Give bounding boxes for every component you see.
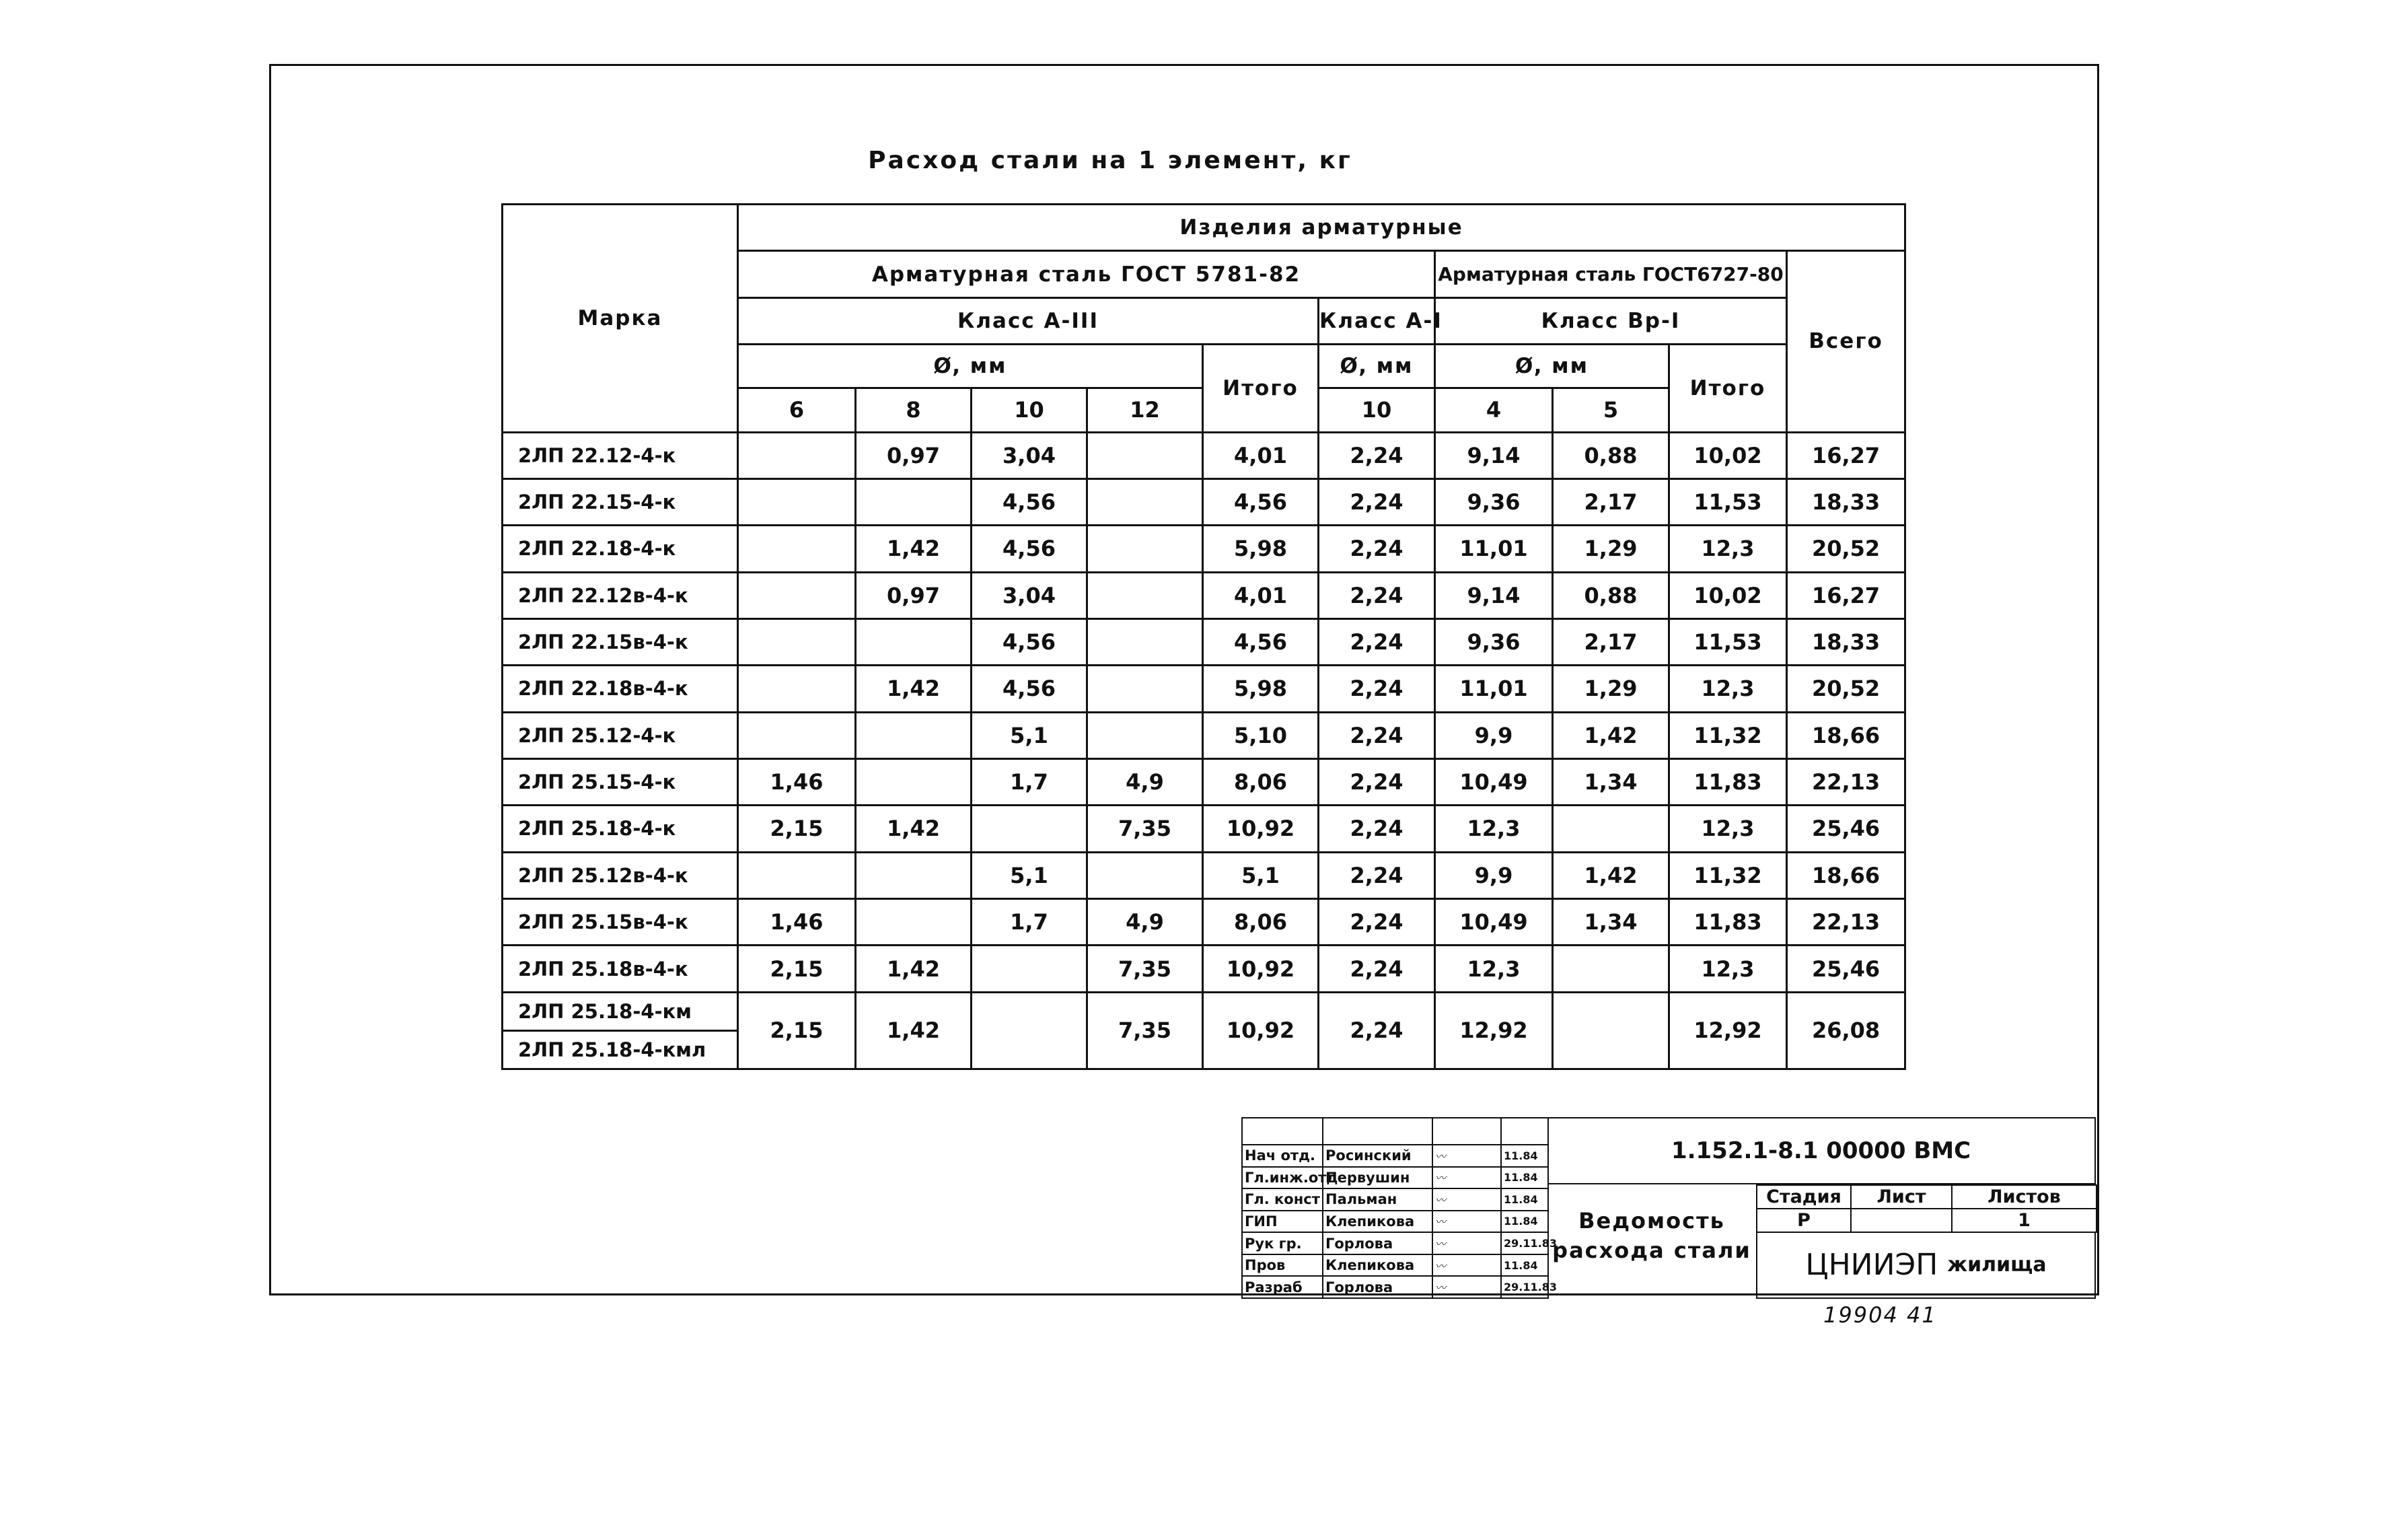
cell-c5: 1,34 [1553, 758, 1669, 805]
signature-name: Горлова [1323, 1276, 1432, 1298]
cell-a1: 2,24 [1319, 946, 1435, 992]
cell-c5: 1,29 [1553, 526, 1669, 572]
cell-c4: 10,49 [1435, 758, 1553, 805]
cell-it1: 4,56 [1203, 618, 1319, 665]
cell-c10: 3,04 [972, 572, 1087, 618]
row-mark: 2ЛП 22.15в-4-к [503, 618, 738, 665]
row-mark: 2ЛП 25.18-4-кмл [503, 1030, 738, 1069]
steel-consumption-table [501, 203, 1906, 1070]
row-mark: 2ЛП 25.12-4-к [503, 712, 738, 758]
cell-c12: 7,35 [1087, 992, 1203, 1069]
sheets-value: 1 [1952, 1209, 2096, 1232]
row-mark: 2ЛП 22.18в-4-к [503, 666, 738, 712]
row-mark: 2ЛП 22.12в-4-к [503, 572, 738, 618]
cell-tot: 16,27 [1787, 432, 1905, 478]
cell-c12: 4,9 [1087, 758, 1203, 805]
cell-c5 [1553, 992, 1669, 1069]
signature-row [1242, 1167, 1548, 1189]
table-row [503, 852, 1905, 898]
cell-c6: 2,15 [738, 992, 856, 1069]
title-block [1241, 1117, 2096, 1299]
table-row [503, 618, 1905, 665]
cell-c5: 1,34 [1553, 899, 1669, 946]
row-mark: 2ЛП 22.12-4-к [503, 432, 738, 478]
cell-c10 [972, 806, 1087, 852]
cell-c8: 1,42 [856, 806, 972, 852]
cell-c8 [856, 618, 972, 665]
cell-it1: 8,06 [1203, 758, 1319, 805]
cell-it1: 5,98 [1203, 526, 1319, 572]
cell-tot: 26,08 [1787, 992, 1905, 1069]
table-row [503, 899, 1905, 946]
cell-it1: 5,98 [1203, 666, 1319, 712]
signature-role: Рук гр. [1242, 1232, 1323, 1254]
header-d10: 10 [972, 388, 1087, 432]
row-mark: 2ЛП 25.15в-4-к [503, 899, 738, 946]
cell-it2: 12,92 [1669, 992, 1787, 1069]
signature-role: Гл.инж.отд [1242, 1167, 1323, 1189]
cell-tot: 25,46 [1787, 806, 1905, 852]
cell-a1: 2,24 [1319, 666, 1435, 712]
signature-role: Гл. конст [1242, 1188, 1323, 1211]
table-row [503, 666, 1905, 712]
cell-c10: 4,56 [972, 618, 1087, 665]
row-mark: 2ЛП 22.18-4-к [503, 526, 738, 572]
sheet-value [1851, 1209, 1952, 1232]
cell-c8: 1,42 [856, 666, 972, 712]
header-class-a3: Класс А-III [738, 297, 1319, 344]
cell-c12 [1087, 478, 1203, 525]
cell-c6 [738, 852, 856, 898]
cell-it2: 10,02 [1669, 432, 1787, 478]
signature-date: 11.84 [1501, 1167, 1548, 1189]
cell-c4: 9,36 [1435, 478, 1553, 525]
cell-c5: 0,88 [1553, 572, 1669, 618]
cell-c6 [738, 712, 856, 758]
cell-c12 [1087, 432, 1203, 478]
signature-row [1242, 1211, 1548, 1233]
cell-it2: 12,3 [1669, 666, 1787, 712]
signature-sig: 〰 [1432, 1254, 1501, 1277]
table-row [503, 712, 1905, 758]
cell-a1: 2,24 [1319, 712, 1435, 758]
cell-c6: 2,15 [738, 946, 856, 992]
header-subtotal-1: Итого [1203, 345, 1319, 433]
cell-c12: 7,35 [1087, 946, 1203, 992]
cell-c12 [1087, 852, 1203, 898]
stage-value: Р [1757, 1209, 1851, 1232]
table-row [503, 478, 1905, 525]
cell-tot: 20,52 [1787, 526, 1905, 572]
cell-a1: 2,24 [1319, 572, 1435, 618]
header-d6: 6 [738, 388, 856, 432]
header-izdelia: Изделия арматурные [738, 205, 1905, 251]
table-row [503, 526, 1905, 572]
cell-tot: 22,13 [1787, 899, 1905, 946]
table-row [503, 432, 1905, 478]
cell-c10: 5,1 [972, 712, 1087, 758]
row-mark: 2ЛП 25.18в-4-к [503, 946, 738, 992]
signature-date: 11.84 [1501, 1254, 1548, 1277]
cell-a1: 2,24 [1319, 758, 1435, 805]
cell-a1: 2,24 [1319, 432, 1435, 478]
cell-c12 [1087, 618, 1203, 665]
document-name: Ведомость расхода стали [1552, 1208, 1751, 1263]
cell-tot: 16,27 [1787, 572, 1905, 618]
cell-tot: 18,66 [1787, 712, 1905, 758]
header-diameter: Ø, мм [738, 345, 1203, 388]
header-diameter: Ø, мм [1435, 345, 1669, 388]
document-code: 1.152.1-8.1 00000 ВМС [1547, 1117, 2096, 1184]
table-row [503, 946, 1905, 992]
cell-c10 [972, 946, 1087, 992]
cell-c5: 0,88 [1553, 432, 1669, 478]
signature-row [1242, 1145, 1548, 1167]
cell-c6: 1,46 [738, 758, 856, 805]
cell-c8 [856, 758, 972, 805]
cell-it1: 8,06 [1203, 899, 1319, 946]
cell-c5 [1553, 806, 1669, 852]
cell-a1: 2,24 [1319, 478, 1435, 525]
header-d12: 12 [1087, 388, 1203, 432]
header-d10-a1: 10 [1319, 388, 1435, 432]
header-d4: 4 [1435, 388, 1553, 432]
cell-c8: 1,42 [856, 946, 972, 992]
row-mark: 2ЛП 22.15-4-к [503, 478, 738, 525]
signature-name: Клепикова [1323, 1254, 1432, 1277]
cell-c6 [738, 526, 856, 572]
cell-tot: 20,52 [1787, 666, 1905, 712]
header-subtotal-2: Итого [1669, 345, 1787, 433]
cell-c10: 4,56 [972, 666, 1087, 712]
cell-c4: 12,92 [1435, 992, 1553, 1069]
cell-c10: 4,56 [972, 478, 1087, 525]
signature-row [1242, 1276, 1548, 1298]
cell-it1: 4,01 [1203, 432, 1319, 478]
header-diameter: Ø, мм [1319, 345, 1435, 388]
inventory-number: 19904 41 [1823, 1302, 1937, 1328]
cell-it2: 12,3 [1669, 526, 1787, 572]
cell-it1: 10,92 [1203, 806, 1319, 852]
cell-tot: 25,46 [1787, 946, 1905, 992]
signature-role: ГИП [1242, 1211, 1323, 1233]
signature-sig: 〰 [1432, 1167, 1501, 1189]
cell-c5: 2,17 [1553, 478, 1669, 525]
cell-c12: 7,35 [1087, 806, 1203, 852]
cell-a1: 2,24 [1319, 806, 1435, 852]
cell-c10: 3,04 [972, 432, 1087, 478]
cell-a1: 2,24 [1319, 618, 1435, 665]
cell-it2: 11,32 [1669, 852, 1787, 898]
signature-sig: 〰 [1432, 1145, 1501, 1167]
cell-it2: 11,83 [1669, 899, 1787, 946]
cell-c4: 9,9 [1435, 712, 1553, 758]
cell-c6: 2,15 [738, 806, 856, 852]
cell-it2: 11,53 [1669, 618, 1787, 665]
cell-c10: 4,56 [972, 526, 1087, 572]
table-title: Расход стали на 1 элемент, кг [868, 147, 1352, 174]
cell-tot: 18,33 [1787, 618, 1905, 665]
cell-c4: 12,3 [1435, 806, 1553, 852]
signature-table [1241, 1117, 1557, 1299]
header-d8: 8 [856, 388, 972, 432]
cell-c4: 10,49 [1435, 899, 1553, 946]
cell-c12: 4,9 [1087, 899, 1203, 946]
cell-it1: 10,92 [1203, 946, 1319, 992]
cell-c4: 9,14 [1435, 572, 1553, 618]
cell-c5 [1553, 946, 1669, 992]
cell-c6: 1,46 [738, 899, 856, 946]
signature-row [1242, 1232, 1548, 1254]
cell-c10: 1,7 [972, 758, 1087, 805]
signature-role: Нач отд. [1242, 1145, 1323, 1167]
signature-date: 11.84 [1501, 1145, 1548, 1167]
cell-c5: 2,17 [1553, 618, 1669, 665]
cell-c8 [856, 852, 972, 898]
header-total: Всего [1787, 251, 1905, 432]
cell-c8: 1,42 [856, 526, 972, 572]
signature-date: 11.84 [1501, 1211, 1548, 1233]
cell-c12 [1087, 526, 1203, 572]
signature-name: Росинский [1323, 1145, 1432, 1167]
cell-c10: 5,1 [972, 852, 1087, 898]
signature-date: 29.11.83 [1501, 1232, 1548, 1254]
cell-c12 [1087, 666, 1203, 712]
table-row [503, 806, 1905, 852]
cell-it1: 10,92 [1203, 992, 1319, 1069]
cell-c6 [738, 478, 856, 525]
cell-it1: 5,10 [1203, 712, 1319, 758]
cell-it2: 10,02 [1669, 572, 1787, 618]
signature-row [1242, 1188, 1548, 1211]
table-row [503, 758, 1905, 805]
cell-c6 [738, 432, 856, 478]
table-row [503, 992, 1905, 1030]
cell-a1: 2,24 [1319, 852, 1435, 898]
cell-c12 [1087, 572, 1203, 618]
header-d5: 5 [1553, 388, 1669, 432]
cell-it2: 11,53 [1669, 478, 1787, 525]
signature-role: Разраб [1242, 1276, 1323, 1298]
cell-c12 [1087, 712, 1203, 758]
cell-c5: 1,42 [1553, 712, 1669, 758]
signature-name: Клепикова [1323, 1211, 1432, 1233]
cell-c4: 11,01 [1435, 526, 1553, 572]
cell-it2: 11,83 [1669, 758, 1787, 805]
signature-name: Горлова [1323, 1232, 1432, 1254]
cell-c8: 0,97 [856, 572, 972, 618]
signature-sig: 〰 [1432, 1232, 1501, 1254]
cell-tot: 18,66 [1787, 852, 1905, 898]
cell-a1: 2,24 [1319, 899, 1435, 946]
cell-c8: 1,42 [856, 992, 972, 1069]
stage-sheet-table: Стадия Лист Листов Р 1 [1756, 1184, 2097, 1233]
cell-c4: 9,9 [1435, 852, 1553, 898]
cell-c8: 0,97 [856, 432, 972, 478]
cell-c8 [856, 899, 972, 946]
row-mark: 2ЛП 25.12в-4-к [503, 852, 738, 898]
signature-row [1242, 1254, 1548, 1277]
cell-c6 [738, 618, 856, 665]
cell-it1: 4,56 [1203, 478, 1319, 525]
cell-c4: 9,36 [1435, 618, 1553, 665]
cell-c6 [738, 666, 856, 712]
cell-c10 [972, 992, 1087, 1069]
row-mark: 2ЛП 25.18-4-к [503, 806, 738, 852]
header-class-vp1: Класс Вр-I [1435, 297, 1787, 344]
cell-c4: 12,3 [1435, 946, 1553, 992]
cell-a1: 2,24 [1319, 992, 1435, 1069]
cell-a1: 2,24 [1319, 526, 1435, 572]
cell-c8 [856, 712, 972, 758]
cell-tot: 18,33 [1787, 478, 1905, 525]
cell-it2: 12,3 [1669, 946, 1787, 992]
table-row [503, 572, 1905, 618]
organization: ЦНИИЭП жилища [1756, 1232, 2096, 1299]
signature-sig: 〰 [1432, 1211, 1501, 1233]
signature-date: 11.84 [1501, 1188, 1548, 1211]
signature-name: Первушин [1323, 1167, 1432, 1189]
cell-c10: 1,7 [972, 899, 1087, 946]
cell-c6 [738, 572, 856, 618]
cell-c5: 1,42 [1553, 852, 1669, 898]
header-class-a1: Класс А-I [1319, 297, 1435, 344]
signature-sig: 〰 [1432, 1188, 1501, 1211]
cell-c4: 11,01 [1435, 666, 1553, 712]
header-marka: Марка [503, 205, 738, 433]
signature-date: 29.11.83 [1501, 1276, 1548, 1298]
signature-role: Пров [1242, 1254, 1323, 1277]
cell-it1: 5,1 [1203, 852, 1319, 898]
cell-c8 [856, 478, 972, 525]
header-gost-6727: Арматурная сталь ГОСТ6727-80 [1435, 251, 1787, 297]
cell-it2: 12,3 [1669, 806, 1787, 852]
row-mark: 2ЛП 25.18-4-км [503, 992, 738, 1030]
cell-it1: 4,01 [1203, 572, 1319, 618]
cell-c4: 9,14 [1435, 432, 1553, 478]
signature-name: Пальман [1323, 1188, 1432, 1211]
signature-sig: 〰 [1432, 1276, 1501, 1298]
header-gost-5781: Арматурная сталь ГОСТ 5781-82 [738, 251, 1435, 297]
cell-it2: 11,32 [1669, 712, 1787, 758]
row-mark: 2ЛП 25.15-4-к [503, 758, 738, 805]
cell-tot: 22,13 [1787, 758, 1905, 805]
cell-c5: 1,29 [1553, 666, 1669, 712]
